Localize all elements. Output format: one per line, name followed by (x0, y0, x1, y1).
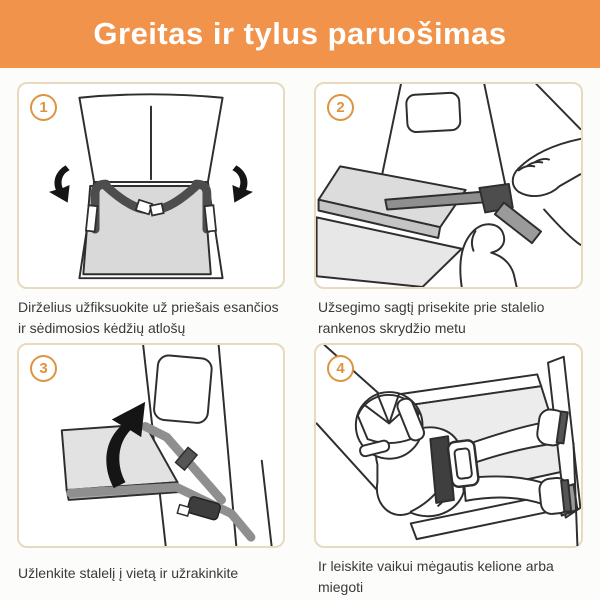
step-panel-4 (314, 343, 583, 548)
step4-caption: Ir leiskite vaikui mėgautis kelione arba miegoti (318, 558, 554, 595)
step-panel-3 (17, 343, 285, 548)
step1-illustration-seat-straps (19, 84, 283, 287)
step3-illustration-fold-tray (19, 345, 283, 546)
step-number-badge: 4 (327, 355, 354, 382)
seat-side-line (536, 84, 580, 129)
buckle-clip (177, 505, 190, 516)
header-banner (0, 0, 600, 68)
step-number-badge: 3 (30, 355, 57, 382)
step4-illustration-child-resting (316, 345, 581, 546)
curved-arrow-left-icon (49, 165, 70, 202)
strap-tab-left (86, 205, 97, 231)
step2-caption: Užsegimo sagtį prisekite prie stalelio rankenos skrydžio metu (318, 299, 545, 336)
step-number-badge: 1 (30, 94, 57, 121)
curved-arrow-right-icon (232, 165, 253, 202)
step1-caption: Dirželius užfiksuokite už priešais esančios ir sėdimosios kėdžių atlošų (18, 299, 279, 336)
latch-recess (153, 355, 212, 424)
seat-back-panel (83, 186, 210, 274)
step-panel-1 (17, 82, 285, 289)
page-title: Greitas ir tylus paruošimas (93, 16, 507, 51)
step-panel-2 (314, 82, 583, 289)
latch-recess (406, 92, 461, 132)
step3-caption: Užlenkite stalelį į vietą ir užrakinkite (18, 565, 239, 581)
belt-buckle-inner (454, 448, 472, 479)
lower-hand (460, 224, 516, 287)
step2-illustration-clip-buckle (316, 84, 581, 287)
seat-side-line (262, 461, 272, 546)
step-number-badge: 2 (327, 94, 354, 121)
strap-tab-right (205, 205, 216, 231)
forearm-line (544, 210, 580, 245)
buckle-clip (150, 204, 164, 216)
